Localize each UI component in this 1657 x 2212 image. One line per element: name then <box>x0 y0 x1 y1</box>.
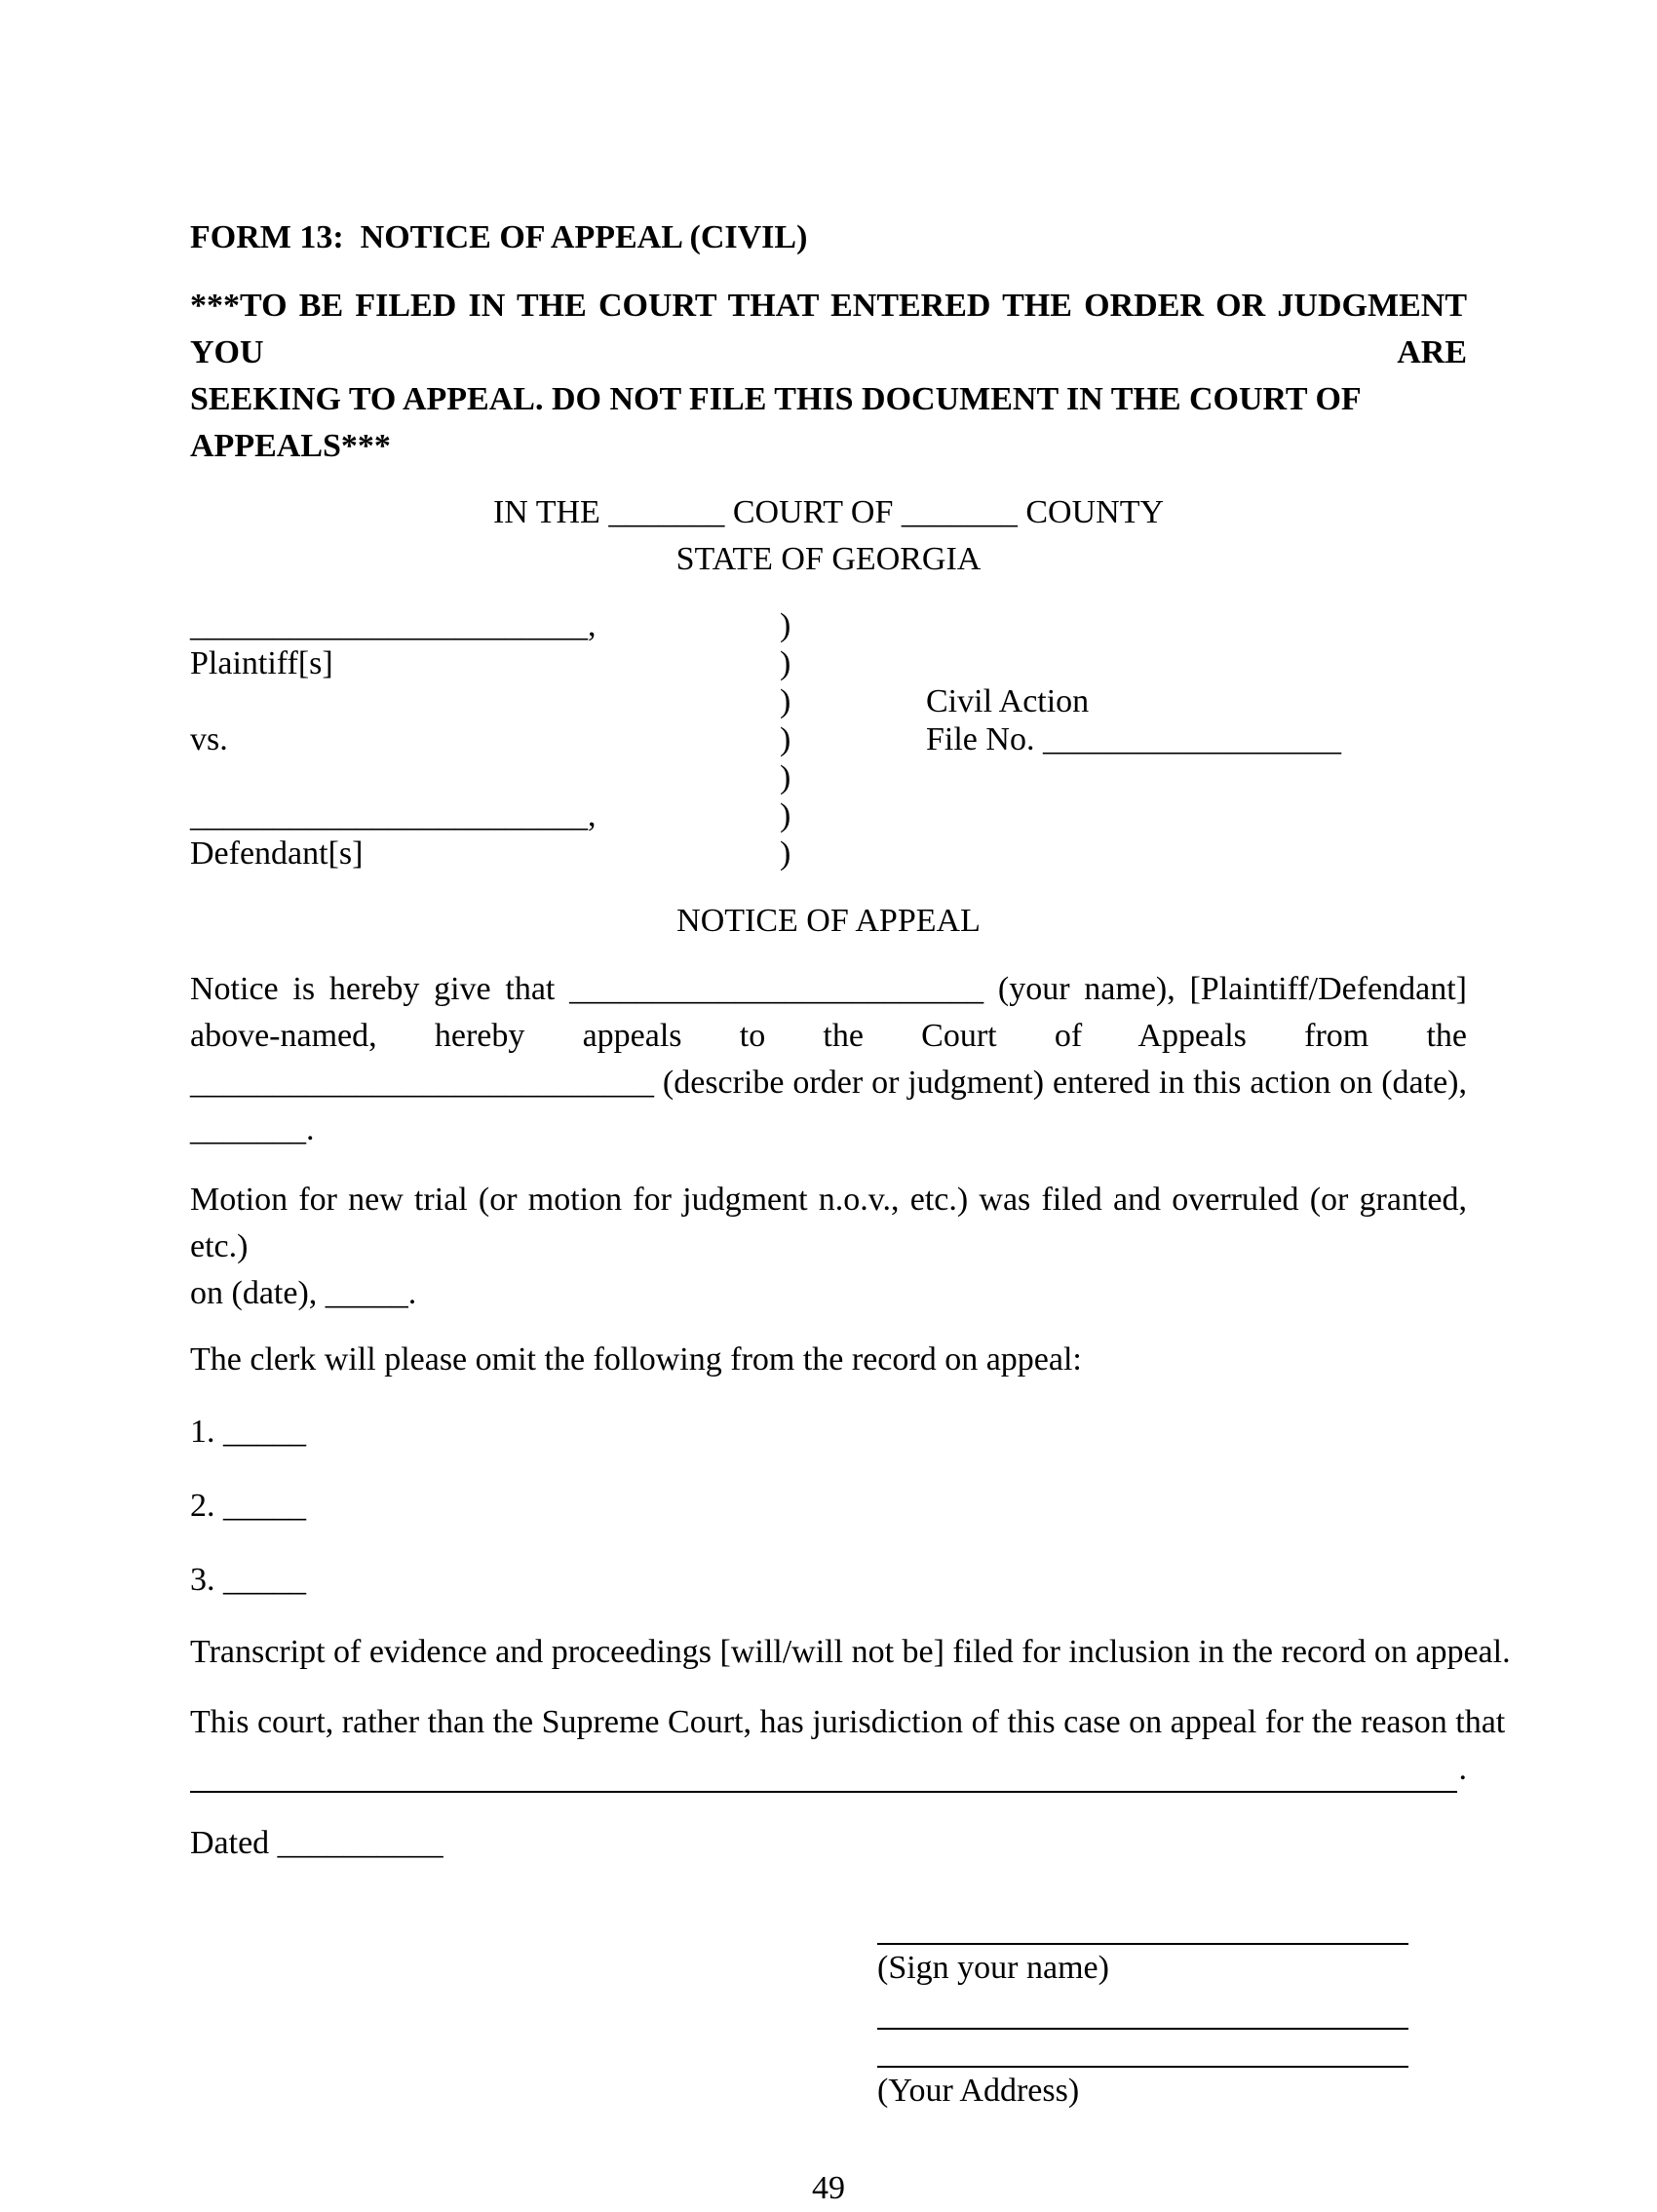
caption-paren: ) <box>780 721 791 757</box>
caption-paren: ) <box>780 835 791 872</box>
appeal-paragraph-line4: _______. <box>190 1111 315 1147</box>
transcript-statement: Transcript of evidence and proceedings [will/will not be] filed for inclusion in the record on appeal. <box>190 1634 1511 1670</box>
plaintiff-label: Plaintiff[s] <box>190 645 333 681</box>
case-caption <box>190 606 1467 873</box>
filing-warning-line1: ***TO BE FILED IN THE COURT THAT ENTERED THE ORDER OR JUDGMENT YOU ARE <box>190 288 1467 370</box>
signature-block <box>877 1906 1408 2115</box>
court-heading <box>190 489 1467 583</box>
jurisdiction-blank-row <box>190 1746 1467 1793</box>
address-rule-2 <box>877 2030 1408 2068</box>
filing-warning <box>190 283 1467 470</box>
caption-row <box>190 796 1467 834</box>
vs-label: vs. <box>190 721 228 757</box>
civil-action-label: Civil Action <box>926 683 1090 719</box>
caption-row <box>190 606 1467 644</box>
caption-paren: ) <box>780 759 791 796</box>
caption-paren: ) <box>780 645 791 681</box>
your-address-label: (Your Address) <box>877 2073 1080 2109</box>
filing-warning-line2: SEEKING TO APPEAL. DO NOT FILE THIS DOCUMENT IN THE COURT OF APPEALS*** <box>190 381 1361 464</box>
caption-paren: ) <box>780 797 791 834</box>
caption-row <box>190 834 1467 873</box>
defendant-name-blank: ________________________, <box>190 797 597 834</box>
omit-item-2: 2. _____ <box>190 1488 306 1524</box>
appeal-paragraph-line1: Notice is hereby give that _________________________ (your name), [Plaintiff/Defendant] <box>190 971 1467 1007</box>
motion-paragraph <box>190 1177 1467 1317</box>
motion-paragraph-line1: Motion for new trial (or motion for judgment n.o.v., etc.) was filed and overruled (or granted, etc.) <box>190 1182 1467 1264</box>
state-line: STATE OF GEORGIA <box>675 541 982 577</box>
caption-row <box>190 682 1467 720</box>
jurisdiction-period: . <box>1458 1751 1467 1787</box>
omit-item-3: 3. _____ <box>190 1562 306 1598</box>
caption-row <box>190 758 1467 796</box>
address-rule-1 <box>877 1992 1408 2030</box>
signature-rule <box>877 1906 1408 1945</box>
jurisdiction-paragraph <box>190 1699 1506 1793</box>
dated-line: Dated __________ <box>190 1825 443 1861</box>
caption-row <box>190 644 1467 682</box>
omit-item-1: 1. _____ <box>190 1414 306 1450</box>
defendant-label: Defendant[s] <box>190 835 364 872</box>
file-no-blank: File No. __________________ <box>926 721 1341 757</box>
sign-your-name-label: (Sign your name) <box>877 1950 1109 1986</box>
caption-row <box>190 720 1467 758</box>
appeal-paragraph <box>190 966 1467 1153</box>
caption-paren: ) <box>780 683 791 719</box>
court-line: IN THE _______ COURT OF _______ COUNTY <box>492 494 1165 530</box>
plaintiff-name-blank: ________________________, <box>190 607 597 643</box>
clerk-instruction: The clerk will please omit the following from the record on appeal: <box>190 1341 1082 1378</box>
appeal-paragraph-line3: ____________________________ (describe order or judgment) entered in this action on (date), <box>190 1065 1467 1101</box>
form-title: FORM 13: NOTICE OF APPEAL (CIVIL) <box>190 219 808 255</box>
caption-paren: ) <box>780 607 791 643</box>
motion-paragraph-line2: on (date), _____. <box>190 1275 417 1311</box>
jurisdiction-line: This court, rather than the Supreme Court, has jurisdiction of this case on appeal for the reason that <box>190 1704 1506 1740</box>
appeal-paragraph-line2: above-named, hereby appeals to the Court of Appeals from the <box>190 1018 1467 1054</box>
jurisdiction-blank-rule <box>190 1752 1457 1793</box>
page-number: 49 <box>812 2170 845 2206</box>
notice-of-appeal-heading: NOTICE OF APPEAL <box>676 903 981 939</box>
